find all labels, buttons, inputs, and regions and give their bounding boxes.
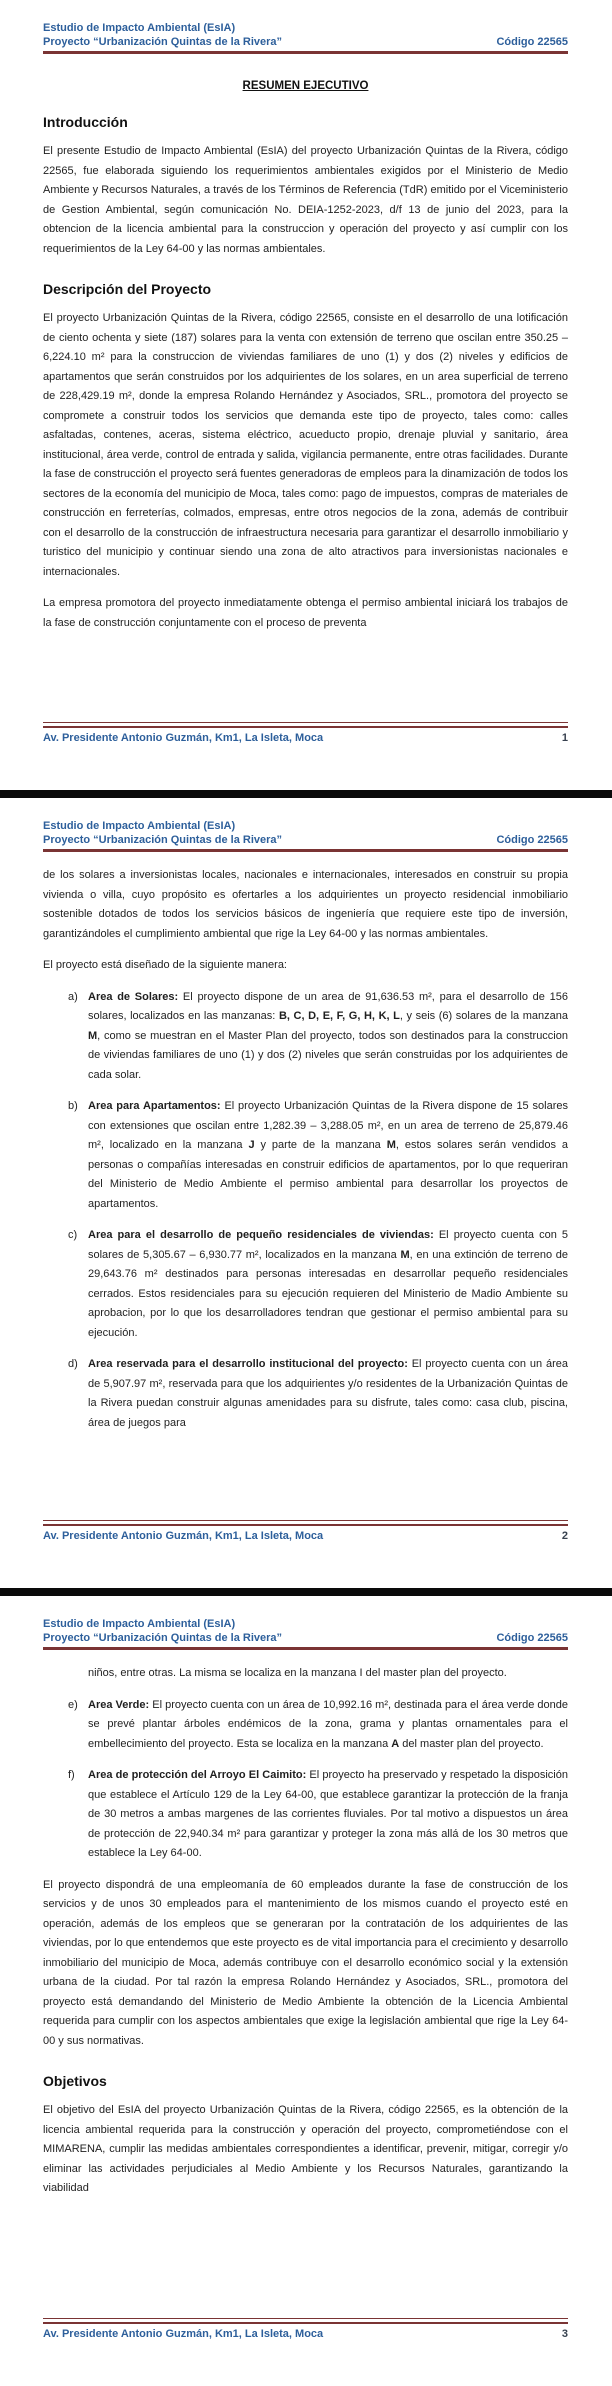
paragraph [43,2101,568,2199]
text-segment: y parte de la manzana [254,1139,387,1151]
list-marker: e) [68,1698,78,1711]
page-header [43,820,568,847]
header-project-code: Código 22565 [496,833,568,846]
header-project-name: Proyecto “Urbanización Quintas de la Rivera” [43,1631,283,1644]
header-doc-type: Estudio de Impacto Ambiental (EsIA) [43,820,236,832]
text-segment: M [400,1248,410,1261]
header-rule [43,1647,568,1650]
text-segment: B, C, D, E, F, G, H, K, L [278,1010,400,1022]
list-item [43,1226,568,1343]
text-segment: , como se muestran en el Master Plan del proyecto, todos son destinados para la construccion de viviendas familiares de uno (1) y dos (2) niveles que serán construidas por los adquirientes de cada solar. [88,1029,568,1081]
text-segment: La empresa promotora del proyecto inmediatamente obtenga el permiso ambiental iniciará los trabajos de la fase de construcción conjuntamente con el proceso de preventa [43,597,568,629]
page-footer [43,722,568,744]
paragraph [43,1876,568,2052]
list-item-text [88,1696,568,1755]
section-heading: Objetivos [43,2073,107,2089]
header-doc-type: Estudio de Impacto Ambiental (EsIA) [43,1618,236,1630]
page-header [43,1618,568,1645]
header-rule [43,849,568,852]
text-segment: del master plan del proyecto. [399,1737,544,1750]
text-segment: M [88,1029,98,1042]
text-segment: El presente Estudio de Impacto Ambiental (EsIA) del proyecto Urbanización Quintas de la Rivera, código 22565, fue elaborada siguiendo los requerimientos ambientales exigidos por el Ministerio de Medio Ambiente y Recursos Naturales, a través de los Términos de Referencia (TdR) emitido por el Viceministerio de Gestion Ambiental, según comunicación No. DEIA-1252-2023, d/f 13 de junio del 2023, para la obtencion de la licencia ambiental para la construccion y operación del proyecto y así cumplir con los requerimientos de la Ley 64-00 y las normas ambientales. [43,145,568,255]
header-doc-type: Estudio de Impacto Ambiental (EsIA) [43,22,236,34]
text-segment: Area para el desarrollo de pequeño residenciales de viviendas: [88,1229,439,1241]
list-marker: c) [68,1229,78,1241]
list-item [43,988,568,1086]
text-segment: niños, entre otras. La misma se localiza en la manzana I del master plan del proyecto. [88,1667,507,1679]
text-segment: El proyecto cuenta con un área de 10,992.16 m², destinada para el área verde donde se prevé plantar árboles endémicos de la zona, grama y plantas ornamentales para el embellecimiento del proyecto. Esta se localiza en la manzana [88,1698,569,1750]
page-footer [43,2318,568,2340]
text-segment: El proyecto dispondrá de una empleomanía de 60 empleados durante la fase de construcción de los servicios y de unos 30 empleados para el mantenimiento de los mismos cuando el proyecto esté en operación, además de los empleos que se generaran por la contratación de los adquirientes de las viviendas, por lo que entendemos que este proyecto es de vital importancia para el crecimiento y desarrollo inmobiliario del municipio de Moca, además contribuye con el desarrollo económico social y la extensión urbana de la ciudad. Por tal razón la empresa Rolando Hernández y Asociados, SRL., promotora del proyecto está demandando del Ministerio de Medio Ambiente la obtención de la Licencia Ambiental requerida para cumplir con los aspectos ambientales que exige la legislación ambiental que rige la Ley 64-00 y sus normativas. [43,1878,568,2047]
footer-rule [43,2318,568,2324]
text-segment: El proyecto dispone de un area de 91,636.53 m², para el desarrollo de 156 solares, localizados en las manzanas: [88,990,568,1022]
footer-row [43,732,568,744]
page-number: 2 [561,1530,568,1542]
footer-row [43,1530,568,1542]
text-segment: El proyecto Urbanización Quintas de la Rivera dispone de 15 solares con extensiones que oscilan entre 1,282.39 – 3,288.05 m², en un area de terreno de 25,879.46 m², localizado en la manzana [88,1100,568,1151]
list-item-text [88,988,568,1086]
footer-rule [43,722,568,728]
paragraph [43,956,568,976]
list-item-text [88,1226,568,1343]
text-segment: Area de protección del Arroyo El Caimito: [88,1769,310,1781]
text-segment: M [386,1139,396,1151]
page-number: 1 [561,732,568,744]
page-separator [0,1588,612,1596]
header-project-name: Proyecto “Urbanización Quintas de la Rivera” [43,35,283,48]
header-title-block [43,1618,282,1645]
paragraph [43,594,568,633]
document-page [0,1596,612,2386]
section-heading: Descripción del Proyecto [43,281,212,297]
header-rule [43,51,568,54]
page-header [43,22,568,49]
header-project-code: Código 22565 [496,1631,568,1644]
text-segment: Area para Apartamentos: [88,1100,225,1112]
list-item [43,1696,568,1755]
text-segment: A [391,1737,400,1750]
text-segment: Area reservada para el desarrollo institucional del proyecto: [88,1358,412,1370]
header-project-name: Proyecto “Urbanización Quintas de la Rivera” [43,833,283,846]
text-segment: El objetivo del EsIA del proyecto Urbanización Quintas de la Rivera, código 22565, es la obtención de la licencia ambiental requerida para la construcción y operación del proyecto, comprometiéndose con el MIMARENA, cumplir las medidas ambientales correspondientes a identificar, prevenir, mitigar, corregir y/o eliminar las actividades perjudiciales al Medio Ambiente y los Recursos Naturales, garantizando la viabilidad [43,2104,568,2194]
list-marker: a) [68,990,78,1003]
footer-row [43,2328,568,2340]
text-segment: Area de Solares: [88,990,183,1003]
list-marker: f) [68,1769,75,1781]
header-title-block [43,22,282,49]
document-page [0,0,612,790]
text-segment: El proyecto ha preservado y respetado la disposición que establece el Artículo 129 de la Ley 64-00, que establece garantizar la protección de la franja de 30 metros a ambas margenes de las corrientes fluviales. Por tal motivo a dispuestos un área de protección de 22,940.34 m² para garantizar y proteger la zona más allá de los 30 metros que establece la Ley 64-00. [88,1769,568,1859]
list-item [43,1097,568,1214]
text-segment: J [248,1139,255,1151]
header-title-block [43,820,282,847]
paragraph [43,309,568,582]
text-segment: El proyecto está diseñado de la siguiente manera: [43,959,287,971]
page-number: 3 [561,2328,568,2340]
list-marker: b) [68,1100,78,1112]
list-item-text [88,1097,568,1214]
document-page [0,798,612,1588]
list-item [43,1355,568,1433]
paragraph [43,866,568,944]
paragraph [43,142,568,259]
footer-address: Av. Presidente Antonio Guzmán, Km1, La Isleta, Moca [43,2328,324,2340]
text-segment: El proyecto cuenta con un área de 5,907.97 m², reservada para que los adquirientes y/o residentes de la Urbanización Quintas de la Rivera puedan construir algunas amenidades para su disfrute, tales como: casa club, piscina, área de juegos para [88,1358,569,1429]
document-title: RESUMEN EJECUTIVO [242,80,369,92]
text-segment: , en una extinción de terreno de 29,643.76 m² destinados para personas interesadas en desarrollar pequeño residenciales cerrados. Estos residenciales para su ejecución requieren del Ministerio de Madio Ambiente su aprobacion, por lo que los desarrolladores tendran que gestionar el permiso ambiental para su ejecución. [88,1248,568,1339]
footer-address: Av. Presidente Antonio Guzmán, Km1, La Isleta, Moca [43,732,324,744]
footer-address: Av. Presidente Antonio Guzmán, Km1, La Isleta, Moca [43,1530,324,1542]
text-segment: , y seis (6) solares de la manzana [399,1010,569,1022]
text-segment: , estos solares serán vendidos a personas o compañías interesadas en construir edificios de apartamentos, por lo que requeriran del Ministerio de Medio Ambiente el permiso ambiental para desarrollar los proyectos de apartamentos. [88,1139,568,1210]
list-marker: d) [68,1358,78,1370]
list-item [43,1766,568,1864]
page-separator [0,790,612,798]
page-footer [43,1520,568,1542]
list-item-text [88,1355,568,1433]
text-segment: Area Verde: [88,1698,153,1711]
section-heading: Introducción [43,114,128,130]
text-segment: El proyecto Urbanización Quintas de la Rivera, código 22565, consiste en el desarrollo de una lotificación de ciento ochenta y siete (187) solares para la venta con extensión de terreno que oscilan entre 350.25 – 6,224.10 m² para la construccion de viviendas familiares de uno (1) y dos (2) niveles y edificios de apartamentos que serán construidos por los adquirientes de los solares, en un area superficial de terreno de 228,429.19 m², donde la empresa Rolando Hernández y Asociados, SRL., promotora del proyecto se compromete a construir todos los servicios que demanda este tipo de proyecto, tales como: calles asfaltadas, contenes, aceras, sistema eléctrico, acueducto propio, drenaje pluvial y sanitario, área institucional, área verde, control de entrada y salida, vigilancia permanente, entre otras facilidades. Durante la fase de construcción el proyecto será fuentes generadoras de empleos para la dinamización de todos los sectores de la economía del municipio de Moca, tales como: pago de impuestos, compras de materiales de construcción en ferreterías, colmados, empresas, entre otros negocios de la zona, además de contribuir con el desarrollo de la construcción de infraestructura necesaria para garantizar el desarrollo inmobiliario y turistico del municipio y continuar siendo una zona de alto atractivos para inversionistas nacionales e internacionales. [43,312,568,578]
footer-rule [43,1520,568,1526]
paragraph [88,1664,568,1684]
text-segment: El proyecto cuenta con 5 solares de 5,305.67 – 6,930.77 m², localizados en la manzana [88,1229,569,1261]
list-item-text [88,1766,568,1864]
text-segment: de los solares a inversionistas locales, nacionales e internacionales, interesados en construir su propia vivienda o villa, cuyo propósito es ofertarles a los adquirientes un proyecto residencial inmobiliario sostenible dotados de todos los servicios básicos de ingeniería que requiere este tipo de inversión, garantizándoles el cumplimiento ambiental que rige la Ley 64-00 y las normas ambientales. [43,869,568,940]
header-project-code: Código 22565 [496,35,568,48]
